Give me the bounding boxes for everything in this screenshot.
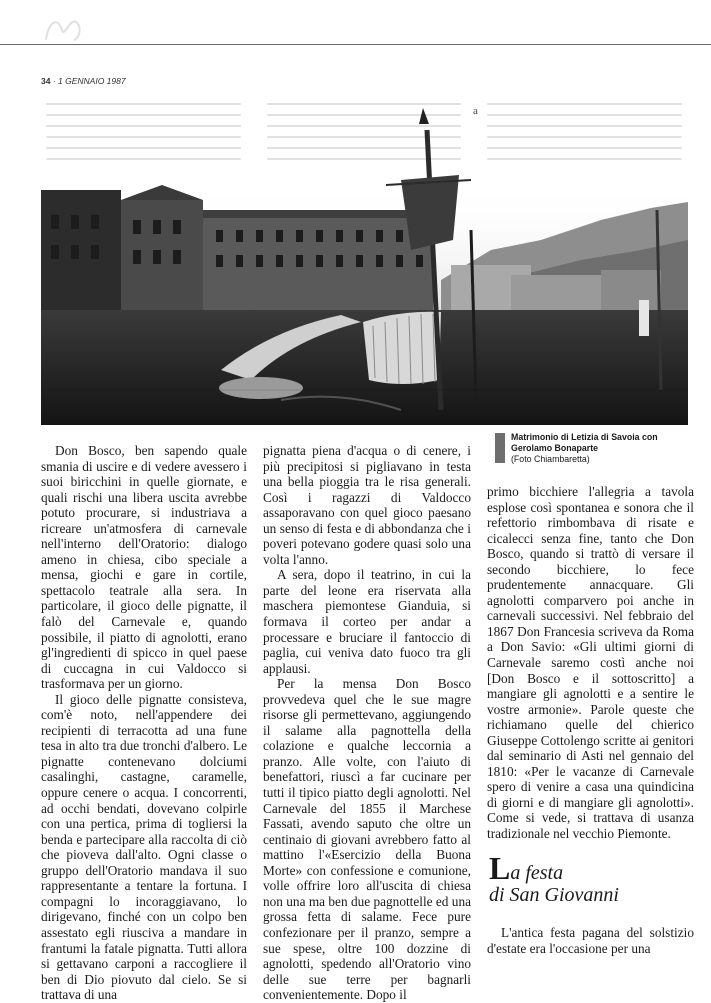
carnival-square-illustration	[41, 90, 688, 425]
section-title-rest: a festa	[510, 862, 564, 884]
paragraph: primo bicchiere l'allegria a tavola esplose così spontanea e sonora che il refettorio rimbombava di risate e cicalecci senza fine, tanto che Don Bosco, quando si trattò di versare il secondo bicchiere, lo fece prudentemente annacquare. Gli agnolotti comparvero poi anche in carnevali successivi. Nel febbraio del 1867 Don Francesia scriveva da Roma a Don Savio: «Gli ultimi giorni di Carnevale saremo costì anche noi [Don Bosco e il sottoscritto] a mangiare gli agnolotti e a sentire le vostre armonie». Parole queste che richiamano quelle del chierico Giuseppe Cottolengo scritte ai genitori dal seminario di Asti nel gennaio del 1810: «Per le vacanze di Carnevale spero di venire a casa una quindicina di giorni e di mangiare gli agnolotti». Come si vede, si trattava di usanza tradizionale nel vecchio Piemonte.	[487, 484, 694, 842]
caption-bar	[495, 433, 505, 463]
caption-title: Matrimonio di Letizia di Savoia con Gerolamo Bonaparte	[511, 432, 658, 453]
paragraph: Don Bosco, ben sapendo quale smania di uscire e di vedere avessero i suoi biricchini in quelle giornate, e quali rischi una libera uscita avrebbe potuto procurare, si industriava a ricreare un'atmosfera di carnevale nell'interno dell'Oratorio: dialogo ameno in chiesa, cibo speciale a mensa, giochi e gare in cortile, spettacolo teatrale alla sera. In particolare, il gioco delle pignatte, il falò del Carnevale e, quando possibile, il piatto di agnolotti, erano gl'ingredienti di spicco in quel paese di cuccagna in cui Valdocco si trasformava per un giorno.	[41, 443, 247, 692]
page-number: 34	[41, 76, 51, 86]
photo-caption	[495, 432, 695, 465]
paragraph: Il gioco delle pignatte consisteva, com'è noto, nell'appendere dei recipienti di terracotta ad una fune tesa in alto tra due tronchi d'albero. Le pignatte contenevano dolciumi casalinghi, castagne, caramelle, oppure cenere o acqua. I concorrenti, ad occhi bendati, dovevano colpirle con una pertica, prima di togliersi la benda e partecipare alla raccolta di ciò che pioveva dall'alto. Ogni classe o gruppo dell'Oratorio mandava il suo rappresentante a tentare la fortuna. I compagni lo incoraggiavano, lo dirigevano, finché con un colpo ben assestato egli riusciva a mandare in frantumi la fatale pignatta. Tutti allora si gettavano carponi a raccogliere il ben di Dio piovuto dal cielo. Se si trattava di una	[41, 691, 247, 1003]
paragraph: L'antica festa pagana del solstizio d'estate era l'occasione per una	[487, 925, 694, 956]
article-photo	[41, 90, 688, 425]
section-heading	[489, 850, 689, 906]
paragraph: pignatta piena d'acqua o di cenere, i più precipitosi si pigliavano in testa una bella pioggia tra le risa generali. Così i ragazzi di Valdocco assaporavano con quel gioco paesano un senso di festa e di abbondanza che i poveri potevano godere quasi solo una volta l'anno.	[263, 443, 471, 567]
paragraph: Per la mensa Don Bosco provvedeva quel che le sue magre risorse gli permettevano, aggiungendo il salame alla pagnottella della colazione e qualche leccornia a pranzo. Alle volte, con l'aiuto di benefattori, riuscì a far cucinare per tutti il tipico piatto degli agnolotti. Nel Carnevale del 1855 il Marchese Fassati, avendo saputo che oltre un centinaio di giovani avrebbero fatto al mattino l'«Esercizio della Buona Morte» con confessione e comunione, volle offrire loro all'uscita di chiesa non una ma ben due pagnottelle ed una grossa fetta di salame. Fece pure confezionare per il pranzo, sempre a sue spese, oltre 100 dozzine di agnolotti, spedendo all'Oratorio vino delle sue terre per bagnarli convenientemente. Dopo il	[263, 676, 471, 1003]
article-column-3	[487, 484, 694, 842]
section-title-line2: di San Giovanni	[489, 884, 619, 906]
top-rule	[0, 44, 711, 45]
section-body	[487, 925, 694, 956]
page-header	[41, 76, 126, 86]
issue-date: 1 GENNAIO 1987	[58, 76, 126, 86]
paragraph: A sera, dopo il teatrino, in cui la parte del leone era riservata alla maschera piemontese Gianduia, si formava il corteo per andar a processare e bruciare il fantoccio di paglia, cui veniva dato fuoco tra gli applausi.	[263, 567, 471, 676]
photo-corner-mark: a	[473, 105, 478, 117]
ghost-mark-icon	[40, 12, 88, 44]
article-column-1	[41, 443, 247, 1003]
header-separator: ·	[50, 76, 59, 86]
section-drop-letter: L	[489, 850, 511, 886]
caption-credit: (Foto Chiambaretta)	[511, 454, 590, 464]
article-column-2	[263, 443, 471, 1003]
